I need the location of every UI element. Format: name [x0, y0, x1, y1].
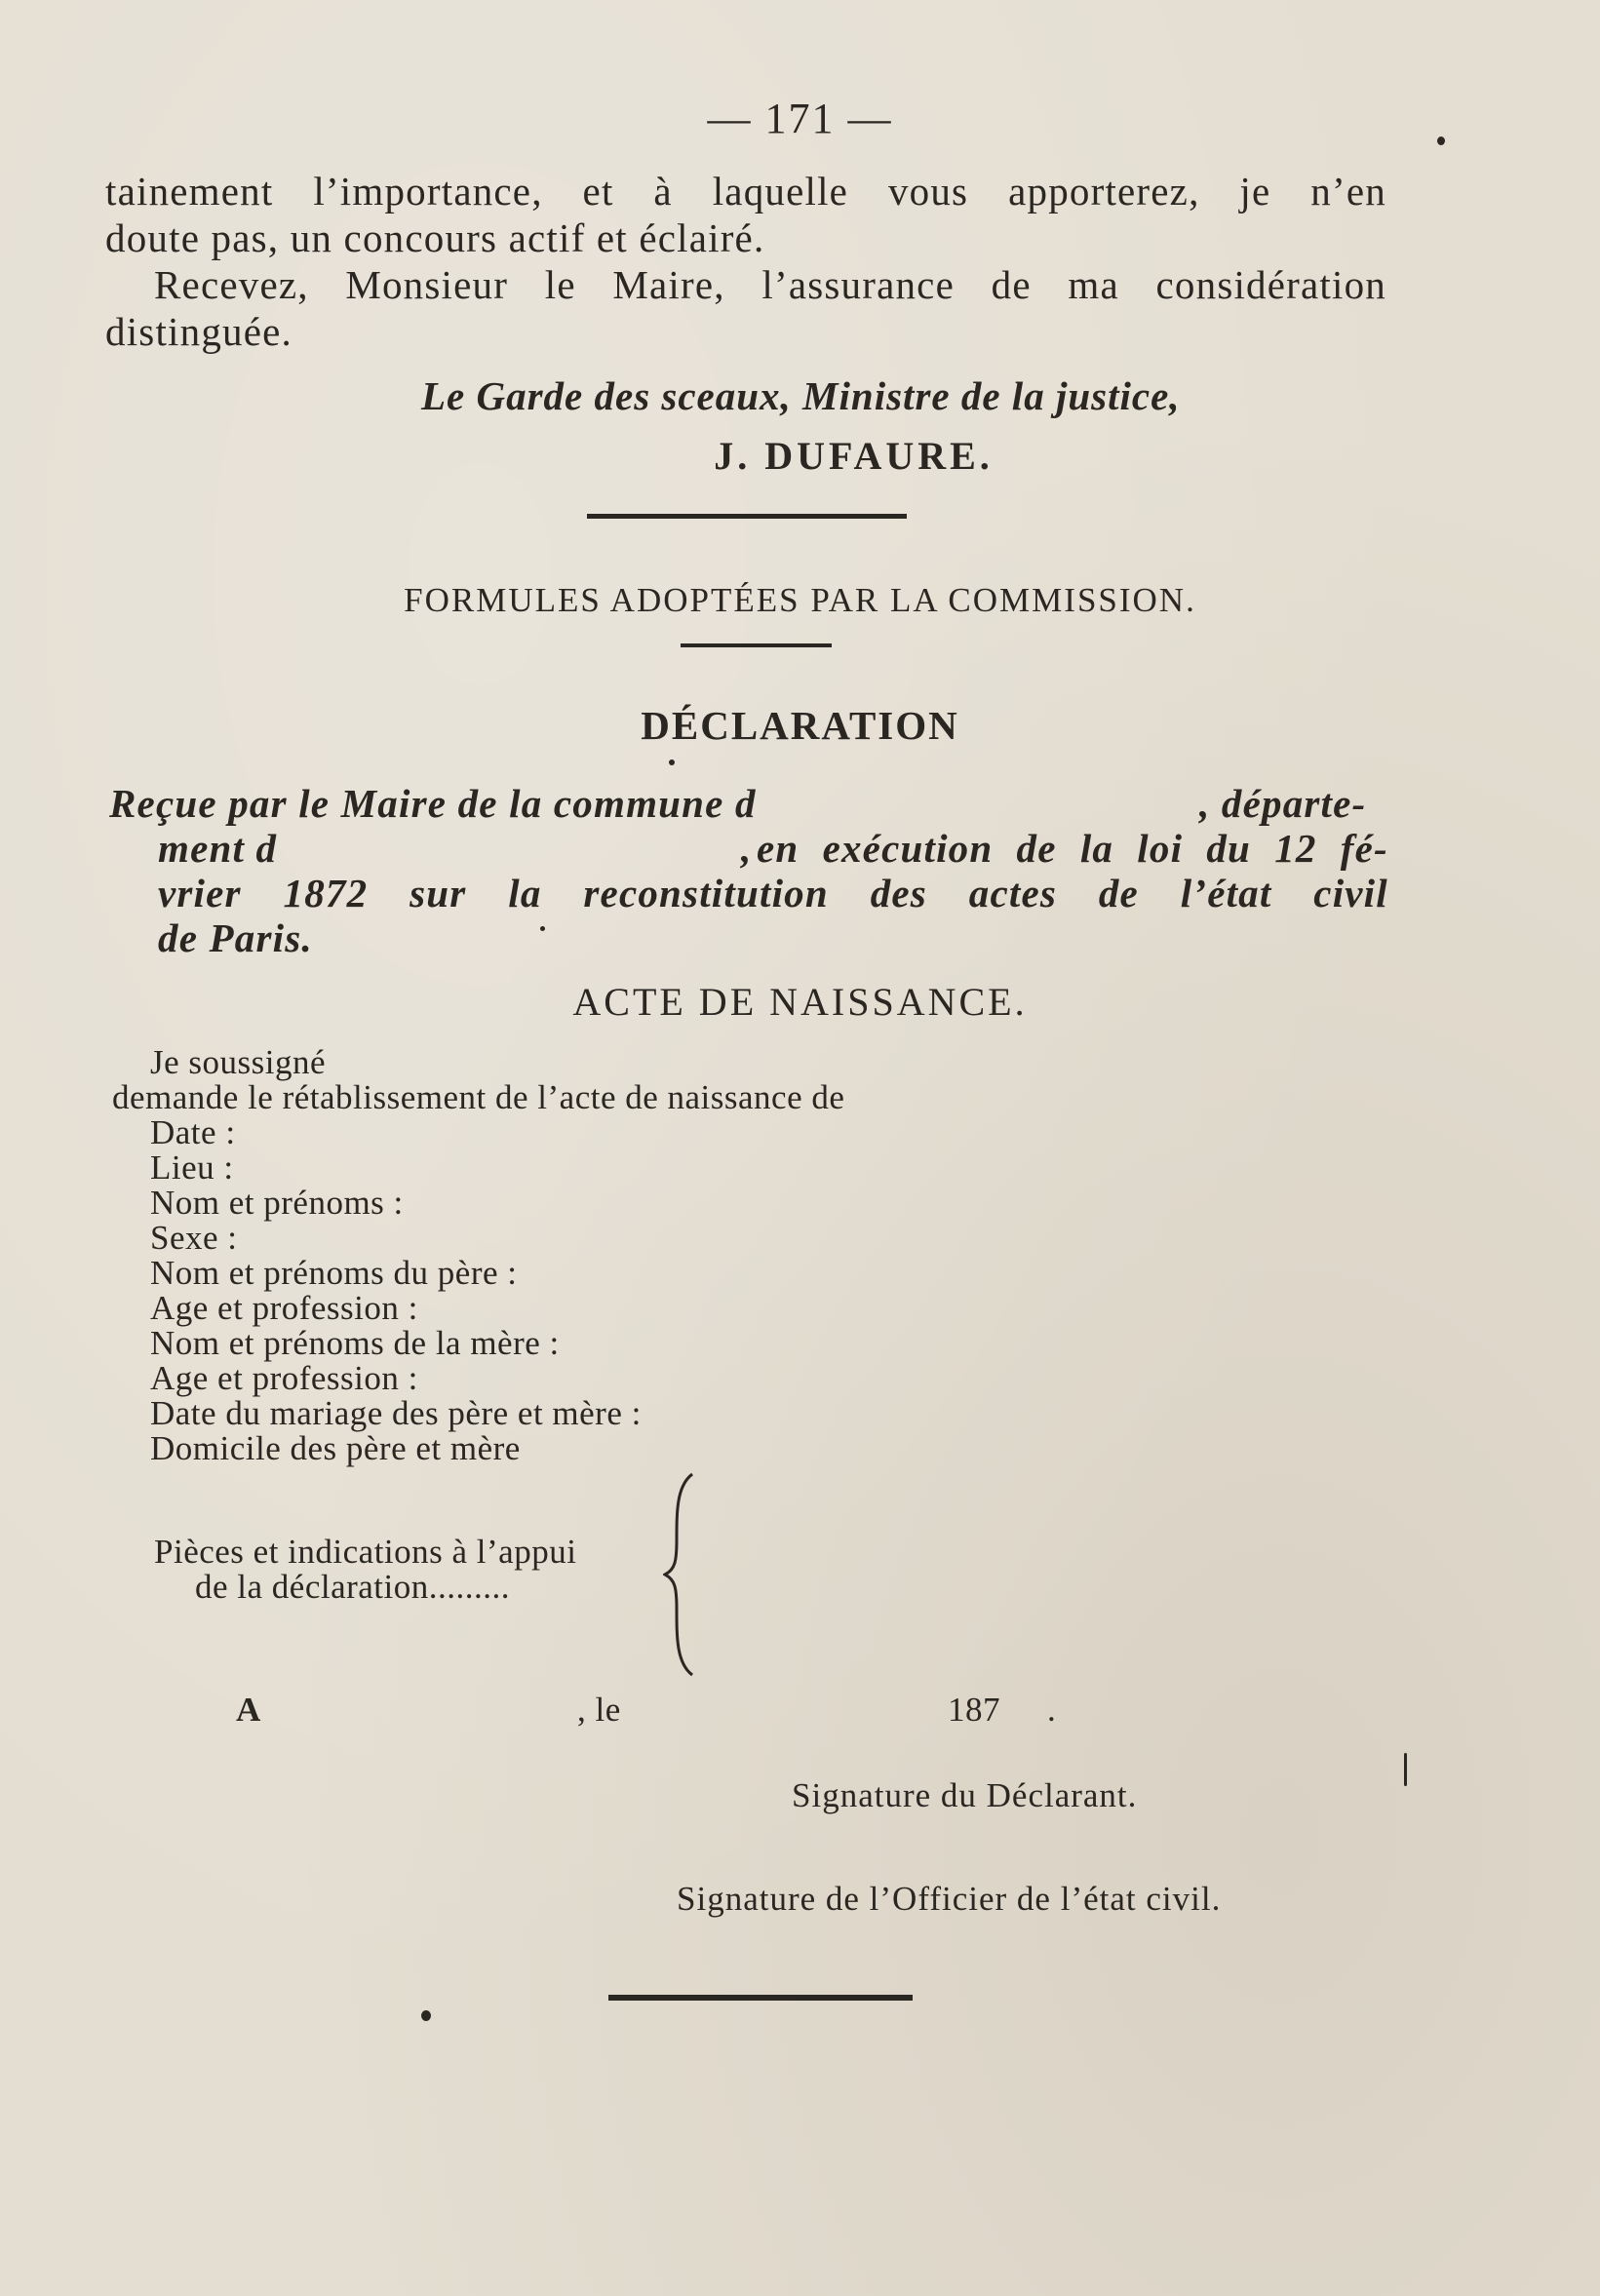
- acte-title: ACTE DE NAISSANCE.: [572, 980, 1028, 1024]
- letter-line1-word: tainement: [105, 169, 274, 214]
- declaration-line3-word: civil: [1313, 871, 1388, 915]
- letter-line3-word: Recevez,: [154, 262, 309, 307]
- divider-rule: [681, 643, 832, 647]
- declaration-line-4: de Paris.: [158, 915, 313, 960]
- field-nom-prenoms: Nom et prénoms :: [150, 1184, 404, 1222]
- declaration-line2_b-word: fé-: [1340, 826, 1388, 871]
- letter-line3-word: le: [544, 262, 576, 307]
- field-lieu: Lieu :: [150, 1148, 234, 1187]
- place-le: , le: [577, 1691, 621, 1729]
- acte-intro-1: Je soussigné: [150, 1043, 327, 1081]
- place-a: A: [236, 1691, 261, 1729]
- pieces-line-1: Pièces et indications à l’appui: [154, 1533, 577, 1571]
- signature-title: Le Garde des sceaux, Ministre de la justice,: [421, 373, 1181, 418]
- declaration-line-2a: ment d: [158, 826, 278, 871]
- acte-intro-2: demande le rétablissement de l’acte de naissance de: [112, 1078, 845, 1116]
- declaration-line3-word: 1872: [283, 871, 369, 915]
- place-dot: .: [1047, 1691, 1057, 1729]
- letter-line-2: doute pas, un concours actif et éclairé.: [105, 215, 765, 260]
- declaration-line2_b-word: du: [1206, 826, 1252, 871]
- declaration-line3-word: actes: [968, 871, 1058, 915]
- curly-brace-icon: [663, 1472, 702, 1677]
- ink-speck: [540, 926, 545, 931]
- field-date: Date :: [150, 1113, 236, 1151]
- declaration-line2_b-word: loi: [1137, 826, 1184, 871]
- signature-name: J. DUFAURE.: [714, 434, 994, 478]
- declaration-line3-word: des: [870, 871, 927, 915]
- field-nom-pere: Nom et prénoms du père :: [150, 1254, 518, 1292]
- declaration-line-2b: [757, 825, 1388, 872]
- declaration-line2_b-word: la: [1079, 826, 1114, 871]
- declaration-line3-word: sur: [410, 871, 467, 915]
- letter-line3-word: Maire,: [612, 262, 725, 307]
- page-number: — 171 —: [707, 95, 893, 142]
- letter-line1-word: à: [653, 169, 673, 214]
- declaration-line3-word: vrier: [158, 871, 242, 915]
- divider-rule: [587, 514, 907, 519]
- declaration-line-3: [158, 870, 1388, 916]
- declaration-line-1b: , départe-: [1199, 781, 1367, 826]
- field-age-profession-pere: Age et profession :: [150, 1289, 418, 1327]
- field-sexe: Sexe :: [150, 1219, 238, 1257]
- field-date-mariage: Date du mariage des père et mère :: [150, 1394, 642, 1432]
- letter-line3-word: considération: [1155, 262, 1386, 307]
- declaration-line2_b-word: en: [757, 826, 800, 871]
- section-title: FORMULES ADOPTÉES PAR LA COMMISSION.: [404, 581, 1196, 619]
- ink-speck: [669, 759, 675, 765]
- field-domicile: Domicile des père et mère: [150, 1429, 521, 1467]
- letter-line3-word: Monsieur: [345, 262, 509, 307]
- declaration-line3-word: la: [508, 871, 542, 915]
- declaration-line2_b-word: 12: [1274, 826, 1317, 871]
- letter-line3-word: de: [991, 262, 1032, 307]
- declaration-line2_b-word: exécution: [822, 826, 994, 871]
- letter-line3-word: ma: [1068, 262, 1119, 307]
- declaration-title: DÉCLARATION: [641, 703, 959, 748]
- declaration-line2_b-word: de: [1016, 826, 1057, 871]
- letter-line1-word: l’importance,: [313, 169, 543, 214]
- place-year: 187: [948, 1691, 1000, 1729]
- letter-line1-word: laquelle: [712, 169, 849, 214]
- signature-officier: Signature de l’Officier de l’état civil.: [677, 1880, 1222, 1918]
- letter-line1-word: vous: [887, 169, 969, 214]
- letter-line1-word: apporterez,: [1008, 169, 1200, 214]
- declaration-line3-word: de: [1098, 871, 1139, 915]
- ink-speck: [1404, 1753, 1407, 1786]
- declaration-line3-word: l’état: [1180, 871, 1272, 915]
- ink-speck: [1437, 136, 1445, 145]
- letter-line-4: distinguée.: [105, 309, 293, 354]
- letter-line1-word: et: [582, 169, 614, 214]
- letter-line-3: [154, 261, 1386, 308]
- declaration-line-1a: Reçue par le Maire de la commune d: [109, 781, 757, 826]
- field-age-profession-mere: Age et profession :: [150, 1359, 418, 1397]
- letter-line1-word: je: [1239, 169, 1271, 214]
- divider-rule: [608, 1995, 913, 2001]
- letter-line3-word: l’assurance: [761, 262, 955, 307]
- letter-line1-word: n’en: [1310, 169, 1386, 214]
- pieces-line-2: de la déclaration.........: [195, 1568, 511, 1606]
- letter-line-1: [105, 168, 1386, 214]
- declaration-line3-word: reconstitution: [583, 871, 829, 915]
- declaration-line-2-comma: ,: [741, 826, 753, 871]
- field-nom-mere: Nom et prénoms de la mère :: [150, 1324, 560, 1362]
- ink-speck: [421, 2010, 431, 2021]
- signature-declarant: Signature du Déclarant.: [792, 1776, 1138, 1814]
